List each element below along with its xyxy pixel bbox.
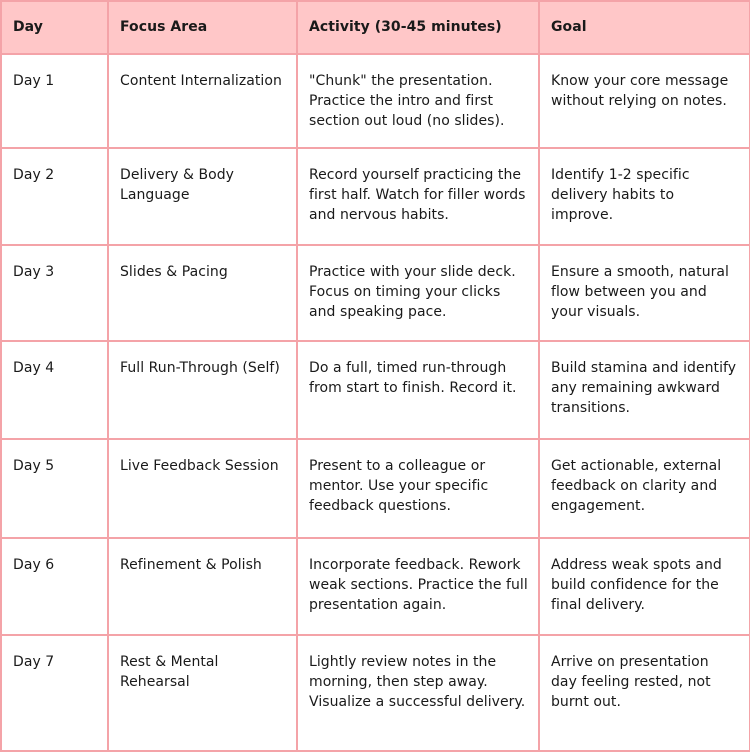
- day-cell: Day 1: [1, 54, 108, 148]
- activity-cell: "Chunk" the presentation. Practice the intro and first section out loud (no slides).: [297, 54, 539, 148]
- goal-cell: Arrive on presentation day feeling rested, not burnt out.: [539, 635, 750, 751]
- day-cell: Day 3: [1, 245, 108, 341]
- activity-cell: Practice with your slide deck. Focus on timing your clicks and speaking pace.: [297, 245, 539, 341]
- goal-cell: Know your core message without relying on notes.: [539, 54, 750, 148]
- activity-cell: Record yourself practicing the first half. Watch for filler words and nervous habits.: [297, 148, 539, 245]
- header-activity: Activity (30-45 minutes): [297, 1, 539, 54]
- header-day: Day: [1, 1, 108, 54]
- day-cell: Day 5: [1, 439, 108, 538]
- table-header: [1, 1, 750, 54]
- table-row: [1, 341, 750, 439]
- focus-area-cell: Content Internalization: [108, 54, 297, 148]
- goal-cell: Address weak spots and build confidence for the final delivery.: [539, 538, 750, 635]
- focus-area-cell: Refinement & Polish: [108, 538, 297, 635]
- focus-area-cell: Live Feedback Session: [108, 439, 297, 538]
- activity-cell: Do a full, timed run-through from start to finish. Record it.: [297, 341, 539, 439]
- day-cell: Day 2: [1, 148, 108, 245]
- goal-cell: Get actionable, external feedback on clarity and engagement.: [539, 439, 750, 538]
- activity-cell: Present to a colleague or mentor. Use your specific feedback questions.: [297, 439, 539, 538]
- activity-cell: Lightly review notes in the morning, then step away. Visualize a successful delivery.: [297, 635, 539, 751]
- day-cell: Day 7: [1, 635, 108, 751]
- goal-cell: Build stamina and identify any remaining awkward transitions.: [539, 341, 750, 439]
- table-row: [1, 148, 750, 245]
- table-row: [1, 439, 750, 538]
- table-row: [1, 538, 750, 635]
- focus-area-cell: Full Run-Through (Self): [108, 341, 297, 439]
- day-cell: Day 4: [1, 341, 108, 439]
- table-row: [1, 245, 750, 341]
- header-goal: Goal: [539, 1, 750, 54]
- focus-area-cell: Delivery & Body Language: [108, 148, 297, 245]
- goal-cell: Ensure a smooth, natural flow between you and your visuals.: [539, 245, 750, 341]
- focus-area-cell: Rest & Mental Rehearsal: [108, 635, 297, 751]
- day-cell: Day 6: [1, 538, 108, 635]
- focus-area-cell: Slides & Pacing: [108, 245, 297, 341]
- activity-cell: Incorporate feedback. Rework weak sections. Practice the full presentation again.: [297, 538, 539, 635]
- goal-cell: Identify 1-2 specific delivery habits to improve.: [539, 148, 750, 245]
- table-body: [1, 54, 750, 751]
- table-row: [1, 635, 750, 751]
- header-focus-area: Focus Area: [108, 1, 297, 54]
- header-row: [1, 1, 750, 54]
- table-row: [1, 54, 750, 148]
